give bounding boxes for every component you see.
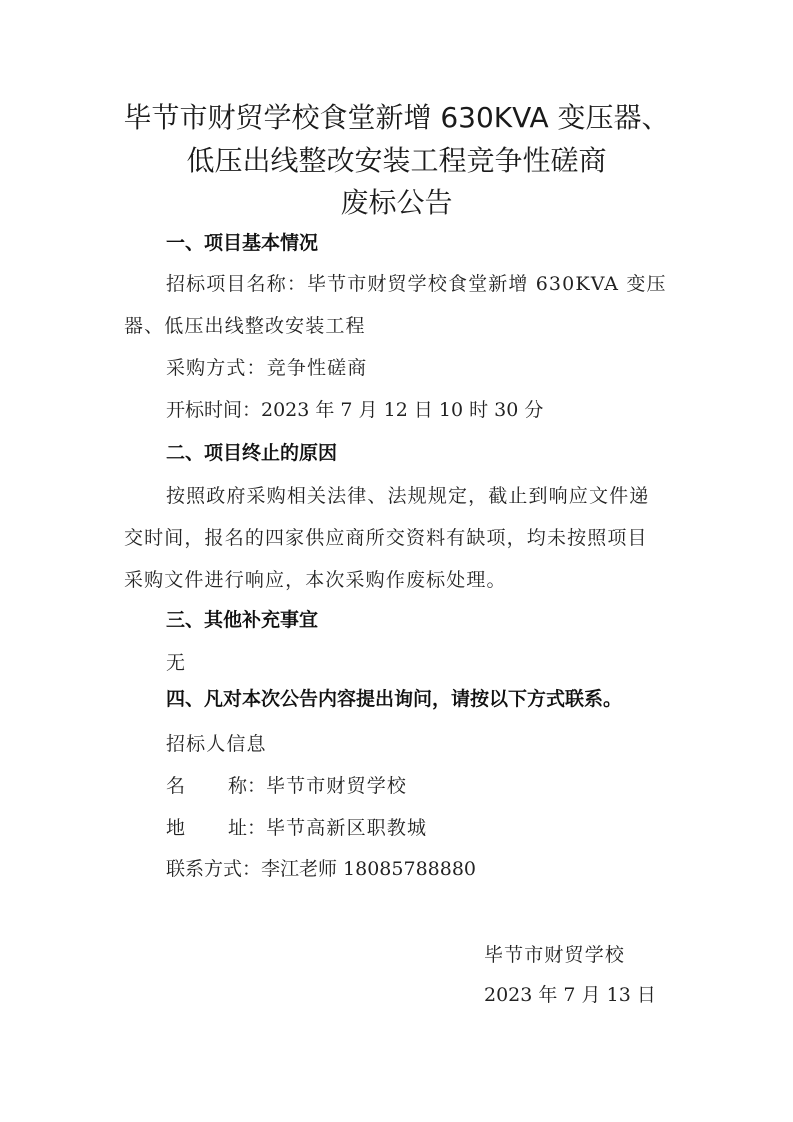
tenderer-info-label: 招标人信息 xyxy=(166,733,267,755)
tenderer-name-row xyxy=(166,773,407,799)
reason-line-1: 按照政府采购相关法律、法规规定，截止到响应文件递 xyxy=(166,485,650,507)
address-label-char-1: 地 xyxy=(166,817,186,839)
opening-time: 开标时间：2023 年 7 月 12 日 10 时 30 分 xyxy=(166,399,544,421)
title-line-2: 低压出线整改安装工程竞争性磋商 xyxy=(186,144,607,177)
signature-date: 2023 年 7 月 13 日 xyxy=(484,984,656,1006)
section2-heading: 二、项目终止的原因 xyxy=(166,442,338,464)
section1-heading: 一、项目基本情况 xyxy=(166,232,319,254)
project-name-line-1: 招标项目名称：毕节市财贸学校食堂新增 630KVA 变压 xyxy=(166,273,667,295)
name-label-char-1: 名 xyxy=(166,775,186,797)
tenderer-address-value: 毕节高新区职教城 xyxy=(266,817,428,839)
tenderer-contact: 联系方式：李江老师 18085788880 xyxy=(166,858,477,880)
signature-org: 毕节市财贸学校 xyxy=(484,944,625,966)
reason-line-3: 采购文件进行响应，本次采购作废标处理。 xyxy=(124,569,507,591)
title-line-3: 废标公告 xyxy=(340,186,453,219)
title-line-1: 毕节市财贸学校食堂新增 630KVA 变压器、 xyxy=(123,101,670,134)
section3-heading: 三、其他补充事宜 xyxy=(166,609,319,631)
project-name-line-2: 器、低压出线整改安装工程 xyxy=(124,315,366,337)
tenderer-address-row xyxy=(166,815,427,841)
name-label-char-2: 称： xyxy=(228,775,267,797)
section4-heading: 四、凡对本次公告内容提出询问，请按以下方式联系。 xyxy=(166,688,623,710)
reason-line-2: 交时间，报名的四家供应商所交资料有缺项，均未按照项目 xyxy=(124,527,648,549)
address-label-char-2: 址： xyxy=(228,817,267,839)
section3-content: 无 xyxy=(166,652,186,674)
tenderer-name-value: 毕节市财贸学校 xyxy=(266,775,407,797)
procurement-method: 采购方式：竞争性磋商 xyxy=(166,357,368,379)
